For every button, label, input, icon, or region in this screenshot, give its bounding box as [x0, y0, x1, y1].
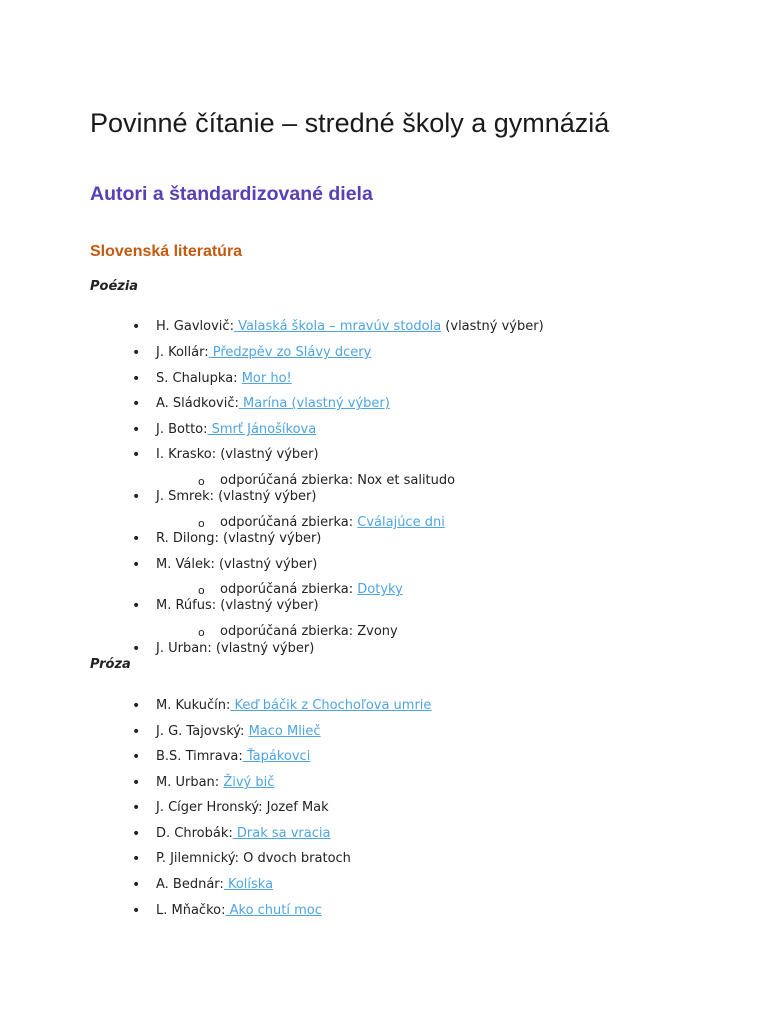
- work-link[interactable]: Předzpěv zo Slávy dcery: [208, 345, 372, 360]
- author-name: D. Chrobák:: [156, 826, 233, 841]
- list-item: [156, 447, 319, 463]
- work-link[interactable]: Ako chutí moc: [225, 903, 322, 918]
- list-item: [156, 396, 390, 412]
- page-title: Povinné čítanie – stredné školy a gymnáziá: [90, 108, 610, 138]
- list-item: [156, 422, 316, 438]
- list-item: [156, 698, 431, 714]
- author-name: J. Cíger Hronský: Jozef Mak: [156, 800, 329, 815]
- author-name: J. Kollár:: [156, 345, 209, 360]
- work-link[interactable]: Smrť Jánošíkova: [207, 422, 317, 437]
- list-item: [156, 319, 544, 335]
- author-name: J. Urban: (vlastný výber): [156, 641, 315, 656]
- author-name: M. Urban:: [156, 775, 224, 790]
- author-name: J. Botto:: [156, 422, 208, 437]
- author-name: M. Válek: (vlastný výber): [156, 557, 318, 572]
- list-item: [156, 851, 351, 867]
- sub-list-item: [220, 624, 398, 640]
- author-name: R. Dilong: (vlastný výber): [156, 531, 322, 546]
- list-item: [156, 877, 273, 893]
- work-link[interactable]: Drak sa vracia: [232, 826, 331, 841]
- list-item: [156, 371, 292, 387]
- author-name: P. Jilemnický: O dvoch bratoch: [156, 851, 351, 866]
- work-link[interactable]: Kolíska: [223, 877, 274, 892]
- list-item: [156, 724, 321, 740]
- list-item: [156, 775, 274, 791]
- list-item: [156, 345, 371, 361]
- author-name: L. Mňačko:: [156, 903, 226, 918]
- sub-list-item: [220, 473, 455, 489]
- list-item: [156, 598, 319, 614]
- list-item: [156, 800, 329, 816]
- author-name: B.S. Timrava:: [156, 749, 243, 764]
- work-link[interactable]: Cválajúce dni: [357, 515, 445, 530]
- recommended-collection: odporúčaná zbierka: Nox et salitudo: [220, 473, 456, 488]
- author-name: I. Krasko: (vlastný výber): [156, 447, 319, 462]
- sub-list-item: [220, 582, 403, 598]
- work-link[interactable]: Dotyky: [357, 582, 403, 597]
- author-name: J. G. Tajovský:: [156, 724, 249, 739]
- work-link[interactable]: Marína (vlastný výber): [238, 396, 390, 411]
- poetry-label: Poézia: [90, 279, 139, 294]
- work-link[interactable]: Živý bič: [223, 775, 275, 790]
- author-name: M. Kukučín:: [156, 698, 231, 713]
- list-item: [156, 531, 321, 547]
- work-link[interactable]: Keď báčik z Chochoľova umrie: [230, 698, 432, 713]
- work-link[interactable]: Mor ho!: [241, 371, 292, 386]
- prose-label: Próza: [90, 657, 131, 672]
- author-name: J. Smrek: (vlastný výber): [156, 489, 317, 504]
- note-text: (vlastný výber): [441, 319, 544, 334]
- list-item: [156, 489, 316, 505]
- list-item: [156, 749, 310, 765]
- work-link[interactable]: Valaská škola – mravúv stodola: [233, 319, 442, 334]
- author-name: H. Gavlovič:: [156, 319, 234, 334]
- recommended-collection: odporúčaná zbierka:: [220, 582, 358, 597]
- author-name: S. Chalupka:: [156, 371, 242, 386]
- work-link[interactable]: Ťapákovci: [242, 749, 311, 764]
- sub-list-item: [220, 515, 445, 531]
- sub-heading: Slovenská literatúra: [90, 243, 243, 260]
- list-item: [156, 641, 314, 657]
- list-item: [156, 826, 330, 842]
- list-item: [156, 557, 317, 573]
- author-name: A. Bednár:: [156, 877, 224, 892]
- list-item: [156, 903, 322, 919]
- author-name: M. Rúfus: (vlastný výber): [156, 598, 319, 613]
- section-heading: Autori a štandardizované diela: [90, 183, 373, 205]
- recommended-collection: odporúčaná zbierka:: [220, 515, 358, 530]
- recommended-collection: odporúčaná zbierka: Zvony: [220, 624, 398, 639]
- work-link[interactable]: Maco Mlieč: [248, 724, 321, 739]
- author-name: A. Sládkovič:: [156, 396, 239, 411]
